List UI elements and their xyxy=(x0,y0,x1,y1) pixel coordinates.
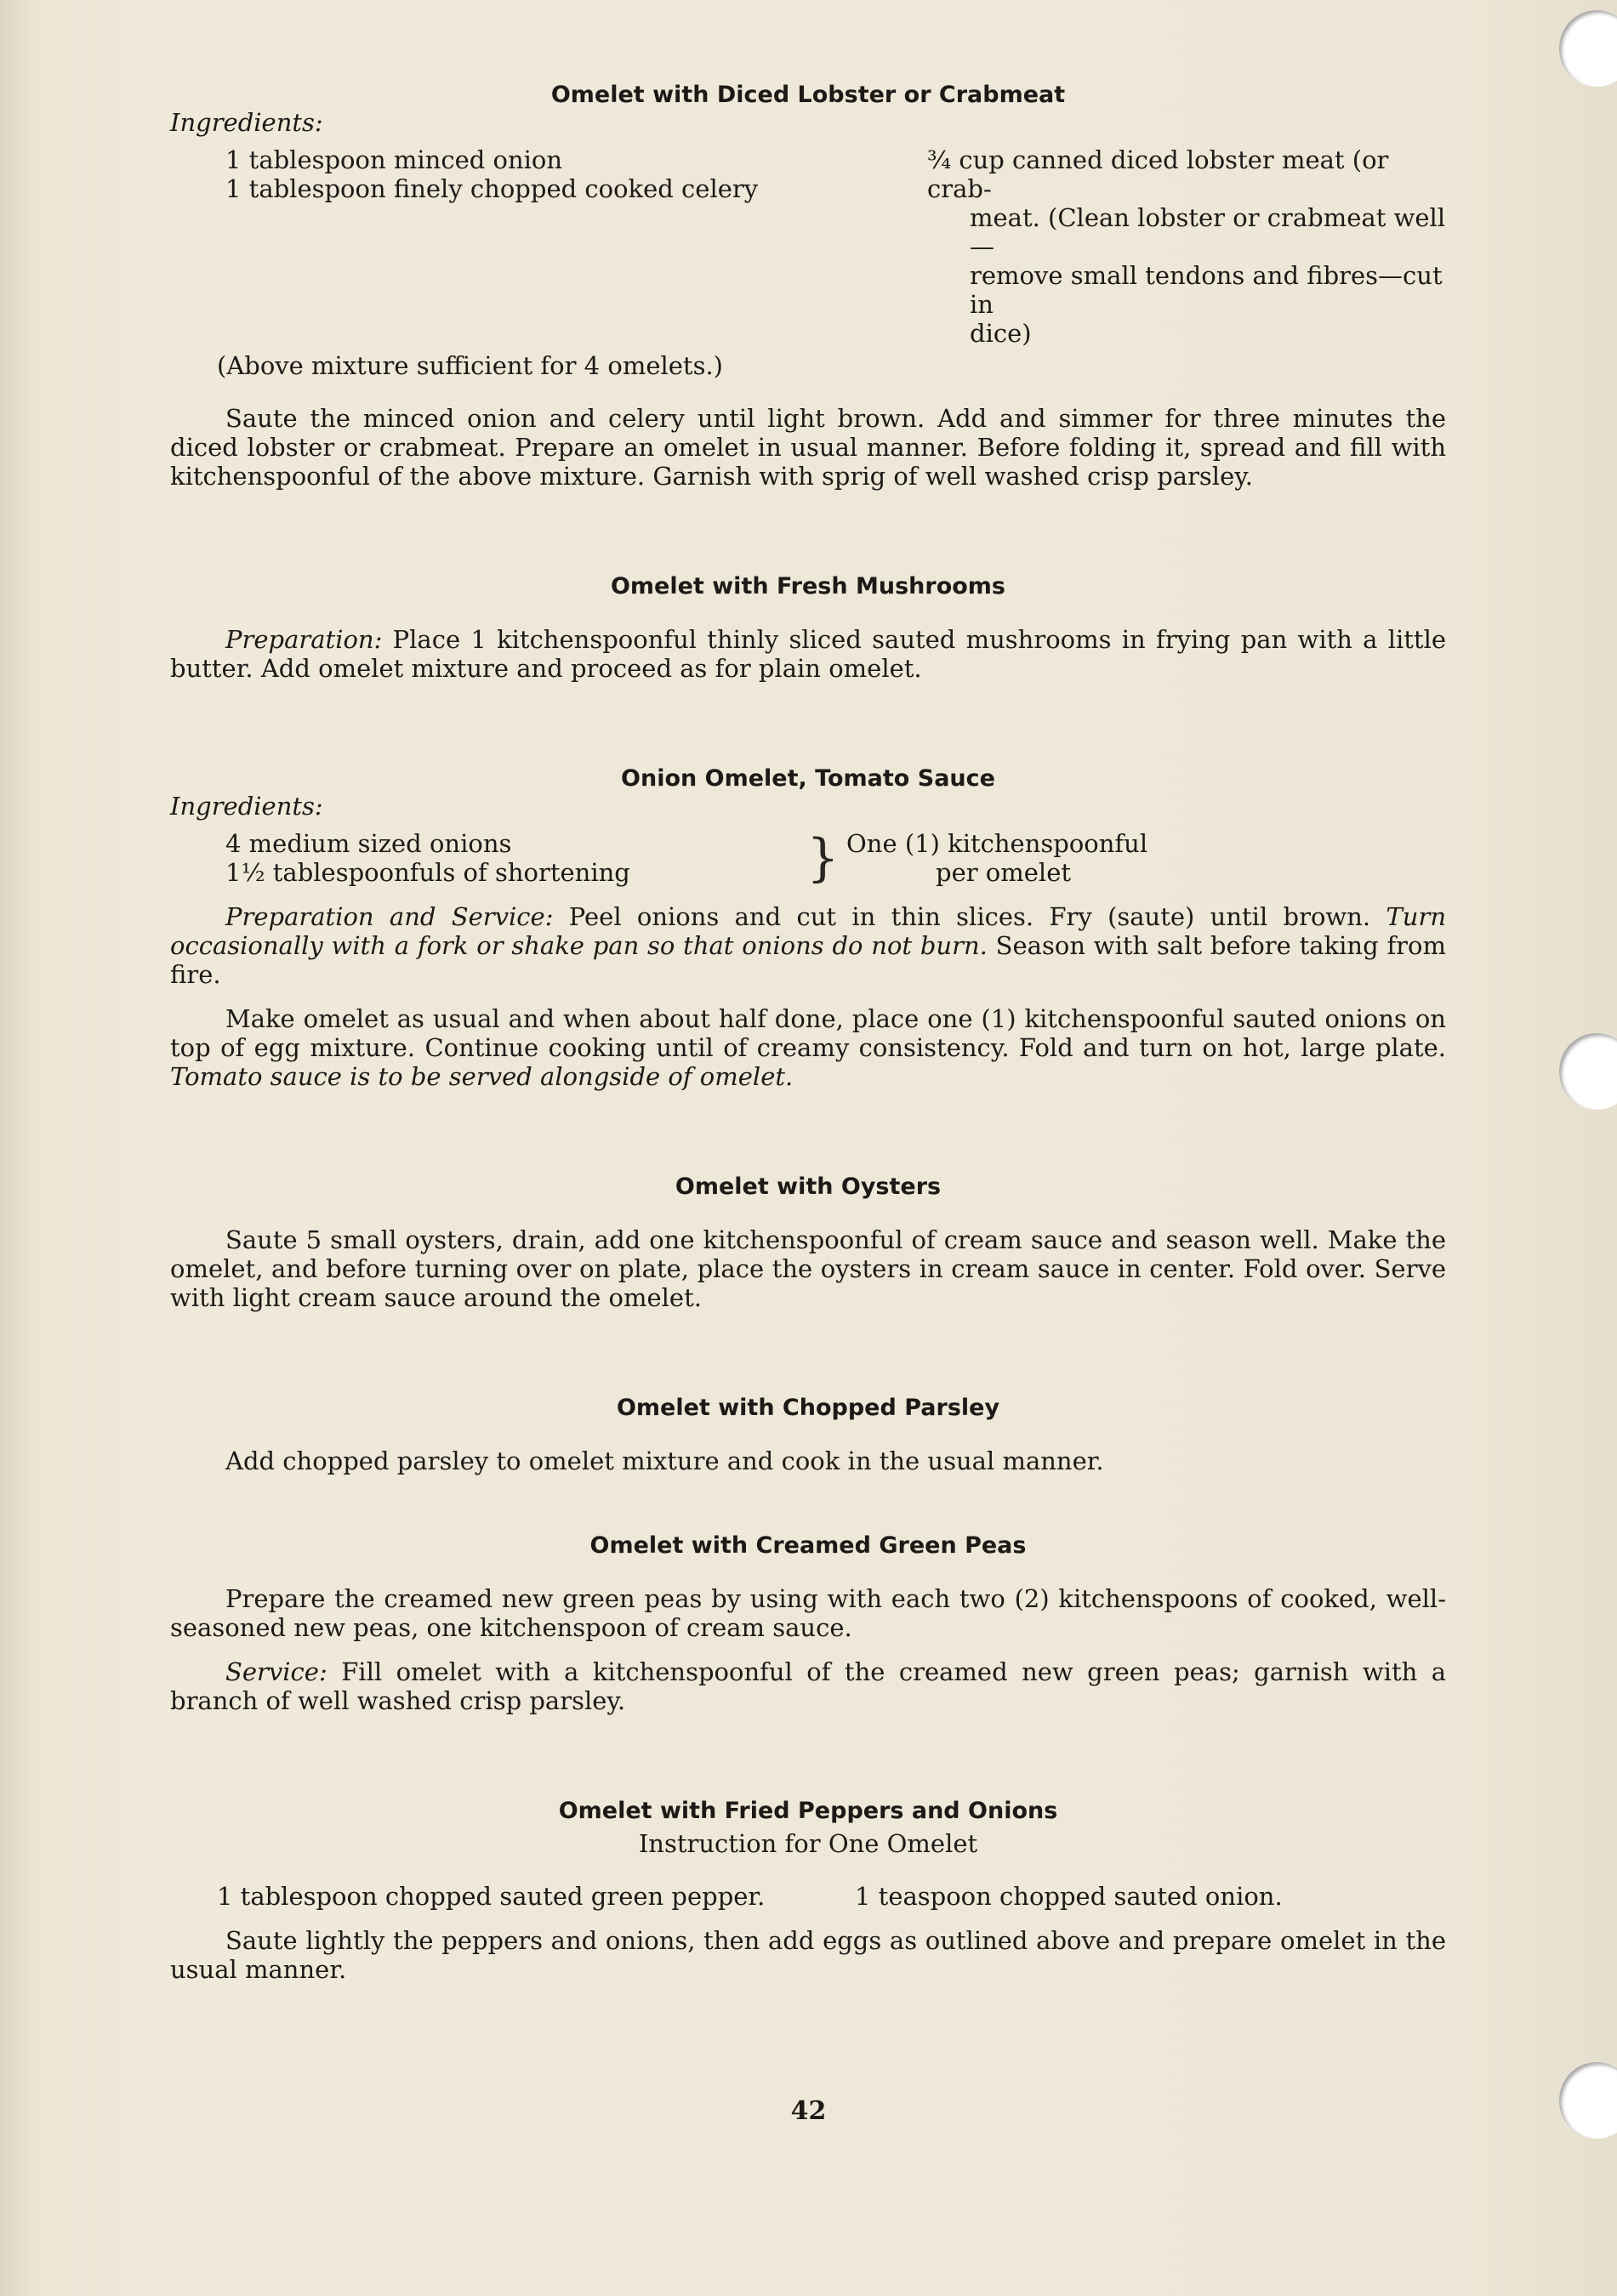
page-content xyxy=(170,81,1446,1984)
quantity-note: per omelet xyxy=(936,858,1072,887)
ingredients-list xyxy=(170,145,1446,348)
ingredient-continued: dice) xyxy=(970,319,1032,348)
recipe-title: Omelet with Fresh Mushrooms xyxy=(610,573,1006,600)
ingredient: 1 tablespoon chopped sauted green pepper. xyxy=(217,1882,766,1911)
ingredients-list xyxy=(170,1882,1446,1911)
preparation-text: Peel onions and cut in thin slices. Fry (saute) until brown. xyxy=(568,902,1371,931)
preparation-text: Season with salt before taking from fire. xyxy=(170,931,1446,989)
recipe-body: Add chopped parsley to omelet mixture and cook in the usual manner. xyxy=(225,1446,1104,1475)
recipe-title: Onion Omelet, Tomato Sauce xyxy=(621,765,995,792)
recipe-body: Saute lightly the peppers and onions, then add eggs as outlined above and prepare omelet in the usual manner. xyxy=(170,1926,1446,1984)
ingredients-list xyxy=(170,829,1446,887)
recipe-onion xyxy=(170,764,1446,1091)
preparation-label: Preparation and Service: xyxy=(225,902,554,931)
preparation-text: Place 1 kitchenspoonful thinly sliced sauted mushrooms in frying pan with a little butter. Add omelet mixture and proceed as for plain omelet. xyxy=(170,625,1447,683)
recipe-body xyxy=(170,625,1446,683)
recipe-title: Omelet with Fried Peppers and Onions xyxy=(558,1798,1058,1824)
quantity-note: One (1) kitchenspoonful xyxy=(846,829,1148,858)
recipe-title: Omelet with Oysters xyxy=(675,1174,942,1200)
service-text: Fill omelet with a kitchenspoonful of the creamed new green peas; garnish with a branch of well washed crisp parsley. xyxy=(170,1657,1447,1715)
recipe-parsley xyxy=(170,1394,1446,1475)
recipe-body xyxy=(170,1004,1446,1091)
service-label: Service: xyxy=(225,1657,327,1686)
ingredient-continued: meat. (Clean lobster or crabmeat well— xyxy=(970,203,1446,261)
recipe-subtitle: Instruction for One Omelet xyxy=(638,1829,978,1858)
recipe-title: Omelet with Chopped Parsley xyxy=(616,1395,1000,1421)
recipe-body xyxy=(170,902,1446,989)
binder-hole-top xyxy=(1559,10,1617,87)
recipe-lobster xyxy=(170,81,1446,491)
recipe-body: Prepare the creamed new green peas by using with each two (2) kitchenspoons of cooked, well-seasoned new peas, one kitchenspoon of cream sauce. xyxy=(170,1584,1446,1642)
recipe-body xyxy=(170,1657,1446,1715)
recipe-oysters xyxy=(170,1173,1446,1312)
recipe-title: Omelet with Diced Lobster or Crabmeat xyxy=(550,82,1066,108)
page-number: 42 xyxy=(790,2096,827,2126)
recipe-peppers xyxy=(170,1797,1446,1984)
recipe-body: Saute the minced onion and celery until light brown. Add and simmer for three minutes the diced lobster or crabmeat. Prepare an omelet in usual manner. Before folding it, spread and fill with kitchenspoonful of the above mixture. Garnish with sprig of well washed crisp parsley. xyxy=(170,404,1446,491)
recipe-body: Saute 5 small oysters, drain, add one kitchenspoonful of cream sauce and season well. Make the omelet, and before turning over on plate, place the oysters in cream sauce in center. Fold over. Serve with light cream sauce around the omelet. xyxy=(170,1225,1446,1312)
body-text: Make omelet as usual and when about half done, place one (1) kitchenspoonful sauted onions on top of egg mixture. Continue cooking until of creamy consistency. Fold and turn on hot, large plate. xyxy=(170,1004,1446,1062)
preparation-emphasis: Turn occasionally with a fork or shake pan so that onions do not burn. xyxy=(170,902,1447,960)
recipe-mushrooms xyxy=(170,572,1446,683)
ingredients-label: Ingredients: xyxy=(170,792,323,821)
ingredient: 1½ tablespoonfuls of shortening xyxy=(225,858,630,887)
ingredient: 1 tablespoon finely chopped cooked celery xyxy=(225,174,759,203)
brace-symbol: } xyxy=(806,828,840,888)
ingredients-label: Ingredients: xyxy=(170,108,323,137)
ingredient-continued: remove small tendons and fibres—cut in xyxy=(970,261,1443,319)
ingredient: 1 tablespoon minced onion xyxy=(225,145,563,174)
ingredient: 4 medium sized onions xyxy=(225,829,512,858)
recipe-title: Omelet with Creamed Green Peas xyxy=(589,1532,1027,1559)
preparation-label: Preparation: xyxy=(225,625,383,654)
ingredient: 1 teaspoon chopped sauted onion. xyxy=(855,1882,1283,1911)
body-emphasis: Tomato sauce is to be served alongside of omelet. xyxy=(170,1062,794,1091)
mixture-note: (Above mixture sufficient for 4 omelets.) xyxy=(217,351,723,380)
recipe-peas xyxy=(170,1532,1446,1715)
ingredient: ¾ cup canned diced lobster meat (or crab- xyxy=(927,145,1389,203)
binder-hole-middle xyxy=(1559,1033,1617,1110)
